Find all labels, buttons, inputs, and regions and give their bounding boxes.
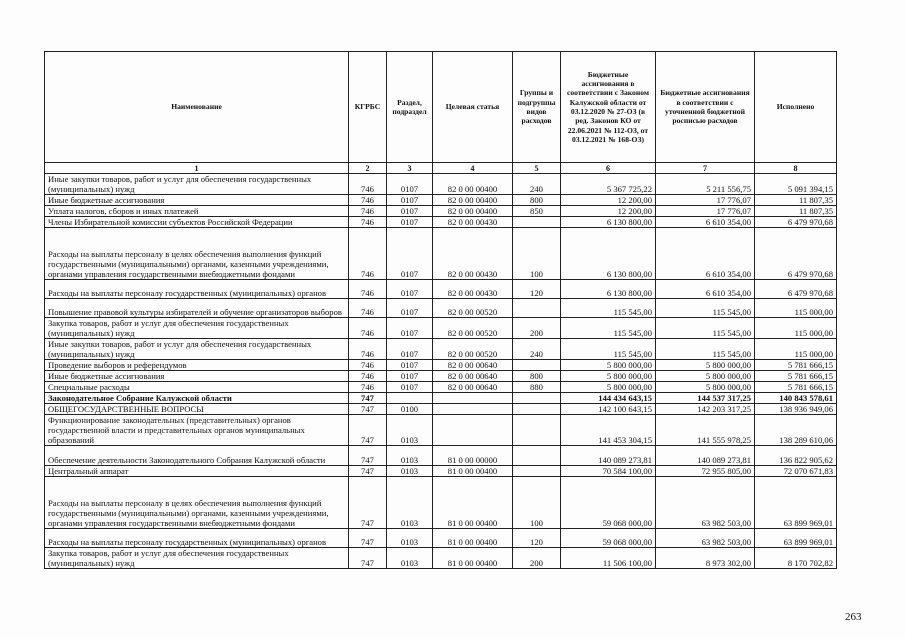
header-row [45,52,837,163]
row-name: Расходы на выплаты персоналу государственных (муниципальных) органов [45,280,349,299]
row-refined-amount: 17 776,07 [656,195,755,206]
row-section: 0107 [387,228,433,280]
row-kgrbs: 747 [349,446,387,466]
row-law-amount: 5 800 000,00 [561,360,656,371]
row-section: 0107 [387,339,433,360]
row-target: 82 0 00 00430 [433,228,513,280]
column-number: 5 [513,163,561,174]
row-group [513,299,561,318]
row-law-amount: 12 200,00 [561,195,656,206]
row-name: Функционирование законодательных (представительных) органов государственной власти и представительных органов муниципальных образований [45,415,349,446]
row-name: Повышение правовой культуры избирателей и обучение организаторов выборов [45,299,349,318]
header-section: Раздел, подраздел [387,52,433,163]
row-target: 82 0 00 00520 [433,339,513,360]
row-group: 120 [513,529,561,548]
row-group [513,217,561,228]
row-section: 0103 [387,466,433,477]
row-target: 82 0 00 00520 [433,318,513,339]
row-name: Члены Избирательной комиссии субъектов Российской Федерации [45,217,349,228]
table-row [45,529,837,548]
row-section: 0107 [387,280,433,299]
row-name: Обеспечение деятельности Законодательного Собрания Калужской области [45,446,349,466]
row-refined-amount: 5 800 000,00 [656,382,755,393]
table-row [45,382,837,393]
header-name: Наименование [45,52,349,163]
row-law-amount: 6 130 800,00 [561,228,656,280]
row-section: 0107 [387,382,433,393]
row-refined-amount: 115 545,00 [656,318,755,339]
row-kgrbs: 747 [349,404,387,415]
row-law-amount: 6 130 800,00 [561,280,656,299]
row-section: 0107 [387,206,433,217]
row-target: 82 0 00 00400 [433,206,513,217]
row-executed-amount: 136 822 905,62 [755,446,837,466]
row-name: Расходы на выплаты персоналу в целях обеспечения выполнения функций государственными (муниципальными) органами, казенными учреждениями, органами управления государственными внебюджетными фондами [45,477,349,529]
row-kgrbs: 746 [349,195,387,206]
row-name: Проведение выборов и референдумов [45,360,349,371]
row-kgrbs: 747 [349,466,387,477]
column-number: 4 [433,163,513,174]
row-law-amount: 70 584 100,00 [561,466,656,477]
row-section: 0103 [387,529,433,548]
row-executed-amount: 63 899 969,01 [755,477,837,529]
row-law-amount: 12 200,00 [561,206,656,217]
table-row [45,280,837,299]
row-kgrbs: 746 [349,217,387,228]
table-row [45,195,837,206]
column-number: 1 [45,163,349,174]
row-kgrbs: 746 [349,371,387,382]
row-group: 240 [513,174,561,195]
table-row [45,360,837,371]
row-law-amount: 142 100 643,15 [561,404,656,415]
row-law-amount: 141 453 304,15 [561,415,656,446]
table-row [45,466,837,477]
row-section: 0100 [387,404,433,415]
row-law-amount: 5 800 000,00 [561,371,656,382]
row-section: 0107 [387,217,433,228]
row-name: ОБЩЕГОСУДАРСТВЕННЫЕ ВОПРОСЫ [45,404,349,415]
row-executed-amount: 115 000,00 [755,318,837,339]
row-group: 800 [513,371,561,382]
budget-table [44,51,837,569]
row-group: 120 [513,280,561,299]
table-row [45,228,837,280]
row-group [513,404,561,415]
row-name: Закупка товаров, работ и услуг для обеспечения государственных (муниципальных) нужд [45,318,349,339]
row-law-amount: 140 089 273,81 [561,446,656,466]
row-target: 82 0 00 00430 [433,280,513,299]
row-kgrbs: 746 [349,360,387,371]
table-row [45,217,837,228]
row-law-amount: 115 545,00 [561,299,656,318]
row-law-amount: 6 130 800,00 [561,217,656,228]
row-refined-amount: 5 211 556,75 [656,174,755,195]
row-law-amount: 115 545,00 [561,318,656,339]
row-section: 0107 [387,174,433,195]
row-target: 81 0 00 00400 [433,529,513,548]
row-section: 0107 [387,360,433,371]
header-groups: Группы и подгруппы видов расходов [513,52,561,163]
row-name: Специальные расходы [45,382,349,393]
row-executed-amount: 72 070 671,83 [755,466,837,477]
row-kgrbs: 746 [349,280,387,299]
row-target: 82 0 00 00640 [433,382,513,393]
row-executed-amount: 11 807,35 [755,195,837,206]
row-refined-amount: 63 982 503,00 [656,529,755,548]
row-refined-amount: 72 955 805,00 [656,466,755,477]
row-law-amount: 59 068 000,00 [561,529,656,548]
header-target: Целевая статья [433,52,513,163]
row-executed-amount: 5 091 394,15 [755,174,837,195]
row-refined-amount: 115 545,00 [656,299,755,318]
row-target: 82 0 00 00640 [433,371,513,382]
row-executed-amount: 115 000,00 [755,339,837,360]
row-section: 0107 [387,318,433,339]
row-target: 81 0 00 00400 [433,466,513,477]
row-refined-amount: 5 800 000,00 [656,371,755,382]
row-section [387,393,433,404]
row-name: Центральный аппарат [45,466,349,477]
row-executed-amount: 11 807,35 [755,206,837,217]
row-executed-amount: 8 170 702,82 [755,548,837,569]
row-executed-amount: 5 781 666,15 [755,382,837,393]
table-row [45,299,837,318]
row-kgrbs: 747 [349,529,387,548]
row-section: 0107 [387,299,433,318]
row-kgrbs: 746 [349,174,387,195]
row-refined-amount: 17 776,07 [656,206,755,217]
row-refined-amount: 6 610 354,00 [656,217,755,228]
row-target [433,404,513,415]
row-executed-amount: 138 936 949,06 [755,404,837,415]
row-refined-amount: 115 545,00 [656,339,755,360]
row-target: 81 0 00 00400 [433,548,513,569]
row-group: 100 [513,228,561,280]
row-section: 0103 [387,446,433,466]
row-kgrbs: 747 [349,548,387,569]
row-executed-amount: 5 781 666,15 [755,360,837,371]
row-kgrbs: 746 [349,318,387,339]
row-target: 82 0 00 00400 [433,174,513,195]
row-group [513,415,561,446]
table-row [45,206,837,217]
header-refined-allocations: Бюджетные ассигнования в соответствии с уточненной бюджетной росписью расходов [656,52,755,163]
page-number: 263 [845,611,862,623]
row-name: Законодательное Собрание Калужской области [45,393,349,404]
row-group: 200 [513,548,561,569]
row-target: 81 0 00 00000 [433,446,513,466]
row-name: Иные закупки товаров, работ и услуг для обеспечения государственных (муниципальных) нужд [45,174,349,195]
header-kgrbs: КГРБС [349,52,387,163]
row-executed-amount: 6 479 970,68 [755,228,837,280]
row-group: 800 [513,195,561,206]
row-name: Иные бюджетные ассигнования [45,195,349,206]
row-executed-amount: 6 479 970,68 [755,280,837,299]
row-target: 82 0 00 00430 [433,217,513,228]
row-refined-amount: 5 800 000,00 [656,360,755,371]
row-executed-amount: 115 000,00 [755,299,837,318]
row-target [433,415,513,446]
table-row [45,477,837,529]
row-group: 100 [513,477,561,529]
row-target: 82 0 00 00520 [433,299,513,318]
table-row [45,393,837,404]
row-name: Расходы на выплаты персоналу в целях обеспечения выполнения функций государственными (муниципальными) органами, казенными учреждениями, органами управления государственными внебюджетными фондами [45,228,349,280]
row-executed-amount: 140 843 578,61 [755,393,837,404]
row-group [513,446,561,466]
row-kgrbs: 746 [349,382,387,393]
row-name: Иные бюджетные ассигнования [45,371,349,382]
row-executed-amount: 63 899 969,01 [755,529,837,548]
row-refined-amount: 8 973 302,00 [656,548,755,569]
row-target: 82 0 00 00640 [433,360,513,371]
row-executed-amount: 138 289 610,06 [755,415,837,446]
table-row [45,415,837,446]
table-row [45,318,837,339]
row-refined-amount: 142 203 317,25 [656,404,755,415]
row-kgrbs: 746 [349,339,387,360]
row-kgrbs: 747 [349,393,387,404]
column-number: 2 [349,163,387,174]
table-row [45,339,837,360]
row-law-amount: 144 434 643,15 [561,393,656,404]
row-refined-amount: 141 555 978,25 [656,415,755,446]
row-law-amount: 5 800 000,00 [561,382,656,393]
row-group: 200 [513,318,561,339]
row-kgrbs: 747 [349,477,387,529]
header-executed: Исполнено [755,52,837,163]
row-name: Закупка товаров, работ и услуг для обеспечения государственных (муниципальных) нужд [45,548,349,569]
row-group [513,466,561,477]
column-number: 3 [387,163,433,174]
table-row [45,446,837,466]
row-refined-amount: 63 982 503,00 [656,477,755,529]
row-law-amount: 59 068 000,00 [561,477,656,529]
row-section: 0103 [387,548,433,569]
row-group [513,360,561,371]
row-group [513,393,561,404]
row-name: Расходы на выплаты персоналу государственных (муниципальных) органов [45,529,349,548]
row-group: 880 [513,382,561,393]
column-number: 6 [561,163,656,174]
row-kgrbs: 746 [349,299,387,318]
table-row [45,371,837,382]
row-executed-amount: 5 781 666,15 [755,371,837,382]
row-refined-amount: 6 610 354,00 [656,280,755,299]
row-kgrbs: 746 [349,206,387,217]
row-name: Уплата налогов, сборов и иных платежей [45,206,349,217]
row-target: 82 0 00 00400 [433,195,513,206]
column-number-row [45,163,837,174]
row-kgrbs: 746 [349,228,387,280]
table-row [45,404,837,415]
column-number: 7 [656,163,755,174]
table-row [45,174,837,195]
row-name: Иные закупки товаров, работ и услуг для обеспечения государственных (муниципальных) нужд [45,339,349,360]
row-law-amount: 5 367 725,22 [561,174,656,195]
table-row [45,548,837,569]
row-kgrbs: 747 [349,415,387,446]
column-number: 8 [755,163,837,174]
header-law-allocations: Бюджетные ассигнования в соответствии с Законом Калужской области от 03.12.2020 № 27-ОЗ (в ред. Законов КО от 22.06.2021 № 112-ОЗ, от 03.12.2021 № 168-ОЗ) [561,52,656,163]
row-section: 0107 [387,195,433,206]
row-group: 240 [513,339,561,360]
row-group: 850 [513,206,561,217]
row-executed-amount: 6 479 970,68 [755,217,837,228]
row-section: 0107 [387,371,433,382]
row-section: 0103 [387,477,433,529]
row-target [433,393,513,404]
row-law-amount: 11 506 100,00 [561,548,656,569]
row-refined-amount: 6 610 354,00 [656,228,755,280]
row-refined-amount: 144 537 317,25 [656,393,755,404]
row-law-amount: 115 545,00 [561,339,656,360]
row-section: 0103 [387,415,433,446]
row-refined-amount: 140 089 273,81 [656,446,755,466]
row-target: 81 0 00 00400 [433,477,513,529]
